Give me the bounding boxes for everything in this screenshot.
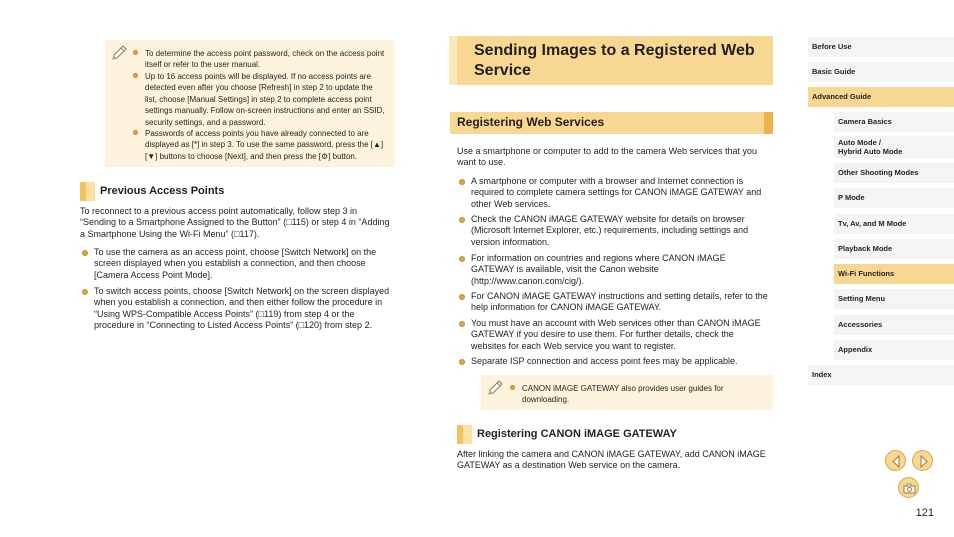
list-item: To use the camera as an access point, choose [Switch Network] on the screen displayed when you establish a connection, and then choose [Camera Access Point Mode].: [94, 247, 396, 281]
subtitle: Registering Web Services: [457, 115, 605, 129]
prev-page-button[interactable]: [885, 450, 906, 471]
nav-before-use[interactable]: Before Use: [808, 37, 954, 57]
list-item: You must have an account with Web services other than CANON iMAGE GATEWAY if you desire to use them. For further details, check the websites for each Web service you want to register.: [471, 318, 771, 352]
prev-page-icon: [886, 451, 907, 472]
next-page-button[interactable]: [912, 450, 933, 471]
note-item: Up to 16 access points will be displayed. If no access points are detected even after you choose [Refresh] in step 2 to update the list, choose [Manual Settings] in step 2 to complete access point settings manually. Follow on-screen instructions and enter an SSID, security settings, and a password.: [145, 71, 385, 128]
section-title: Registering CANON iMAGE GATEWAY: [477, 428, 677, 440]
list-item: For information on countries and regions where CANON iMAGE GATEWAY is available, visit the Canon website (http://www.canon.com/cig/).: [471, 253, 771, 287]
section-marker: [80, 182, 95, 201]
note-item: Passwords of access points you have already connected to are displayed as [*] in step 3. To use the same password, press the [▲][▼] buttons to choose [Next], and then press the [⚙] button.: [145, 128, 385, 162]
subtitle-bar-end: [764, 112, 773, 134]
bullet-icon: [459, 179, 465, 185]
bullet-icon: [82, 289, 88, 295]
section-marker: [457, 425, 472, 444]
list-item: A smartphone or computer with a browser and Internet connection is required to complete camera settings for CANON iMAGE GATEWAY and other Web services.: [471, 176, 771, 210]
bullet-icon: [459, 359, 465, 365]
nav-wifi-functions[interactable]: Wi-Fi Functions: [834, 264, 954, 284]
nav-setting-menu[interactable]: Setting Menu: [834, 289, 954, 309]
nav-camera-basics[interactable]: Camera Basics: [834, 112, 954, 132]
nav-accessories[interactable]: Accessories: [834, 315, 954, 335]
bullet-icon: [459, 256, 465, 262]
nav-appendix[interactable]: Appendix: [834, 340, 954, 360]
nav-basic-guide[interactable]: Basic Guide: [808, 62, 954, 82]
page-title: Sending Images to a Registered Web Service: [474, 42, 755, 79]
nav-playback-mode[interactable]: Playback Mode: [834, 239, 954, 259]
bullet-icon: [133, 50, 138, 55]
nav-index[interactable]: Index: [808, 365, 954, 385]
paragraph: After linking the camera and CANON iMAGE GATEWAY, add CANON iMAGE GATEWAY as a destination Web service on the camera.: [457, 449, 766, 471]
bullet-icon: [459, 217, 465, 223]
home-icon: [899, 478, 920, 499]
nav-other-shooting-modes[interactable]: Other Shooting Modes: [834, 163, 954, 183]
bullet-icon: [459, 294, 465, 300]
bullet-icon: [133, 130, 138, 135]
list-item: Check the CANON iMAGE GATEWAY website for details on browser (Microsoft Internet Explorer, etc.) requirements, including settings and version information.: [471, 214, 771, 248]
note-item: To determine the access point password, check on the access point itself or refer to the user manual.: [145, 48, 385, 71]
pencil-icon: [486, 379, 504, 397]
nav-advanced-guide[interactable]: Advanced Guide: [808, 87, 954, 107]
paragraph: To reconnect to a previous access point automatically, follow step 3 in “Sending to a Smartphone Assigned to the Button” (□115) or step 4 in “Adding a Smartphone Using the Wi-Fi Menu” (□117).: [80, 206, 390, 239]
nav-tv-av-m-mode[interactable]: Tv, Av, and M Mode: [834, 214, 954, 234]
section-title: Previous Access Points: [100, 185, 225, 197]
nav-label: Auto Mode /: [838, 138, 881, 147]
nav-auto-mode[interactable]: [834, 136, 954, 158]
note-item: CANON iMAGE GATEWAY also provides user guides for downloading.: [522, 383, 752, 406]
bullet-icon: [133, 73, 138, 78]
bullet-icon: [82, 250, 88, 256]
page-number: 121: [915, 507, 934, 519]
paragraph: Use a smartphone or computer to add to the camera Web services that you want to use.: [457, 146, 757, 168]
bullet-icon: [510, 385, 515, 390]
bullet-icon: [459, 321, 465, 327]
list-item: For CANON iMAGE GATEWAY instructions and setting details, refer to the help information for CANON iMAGE GATEWAY.: [471, 291, 771, 314]
list-item: To switch access points, choose [Switch Network] on the screen displayed when you establish a connection, and then either follow the procedure in “Using WPS-Compatible Access Points” (□119) from step 4 or the procedure in “Connecting to Listed Access Points” (□120) from step 2.: [94, 286, 396, 331]
nav-label: Hybrid Auto Mode: [838, 147, 903, 156]
home-button[interactable]: [898, 477, 919, 498]
list-item: Separate ISP connection and access point fees may be applicable.: [471, 356, 771, 367]
nav-p-mode[interactable]: P Mode: [834, 188, 954, 208]
pencil-icon: [110, 44, 128, 62]
next-page-icon: [913, 451, 934, 472]
